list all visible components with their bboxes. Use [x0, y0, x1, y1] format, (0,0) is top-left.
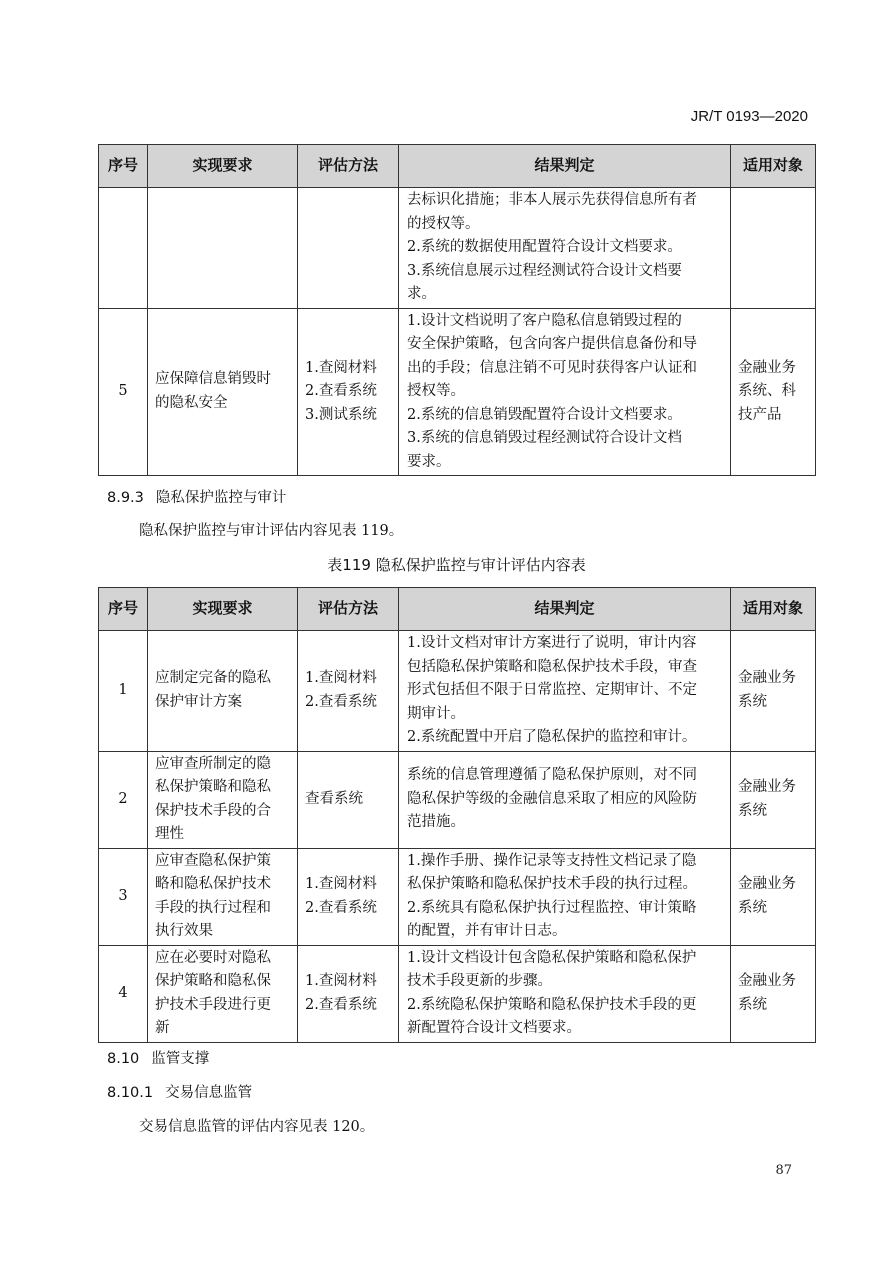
cell-line: 系统	[738, 899, 767, 916]
table-row	[99, 848, 816, 945]
cell-result	[399, 848, 731, 945]
cell-line: 2.系统配置中开启了隐私保护的监控和审计。	[407, 729, 697, 745]
cell-line: 2.系统的数据使用配置符合设计文档要求。	[407, 239, 682, 255]
cell-target	[731, 945, 816, 1042]
section-title: 隐私保护监控与审计	[155, 490, 287, 506]
cell-line: 系统、科	[738, 383, 796, 399]
cell-line: 金融业务	[738, 876, 796, 892]
cell-seq	[99, 188, 148, 309]
cell-line: 保护技术手段的合	[155, 802, 271, 819]
cell-line: 2.查看系统	[305, 693, 377, 710]
cell-line: 系统的信息管理遵循了隐私保护原则，对不同	[407, 767, 697, 784]
cell-line: 执行效果	[155, 923, 213, 939]
column-header-result: 结果判定	[399, 588, 731, 631]
page-number: 87	[775, 1163, 792, 1178]
cell-requirement	[148, 945, 298, 1042]
cell-line: 金融业务	[738, 779, 796, 795]
cell-line: 应保障信息销毁时	[155, 371, 271, 388]
cell-line: 要求。	[407, 453, 451, 470]
cell-line: 保护策略和隐私保	[155, 973, 271, 989]
cell-line: 技产品	[738, 406, 782, 423]
cell-line: 1.查阅材料	[305, 876, 377, 892]
cell-line: 安全保护策略，包含向客户提供信息备份和导	[407, 336, 697, 352]
document-code: JR/T 0193—2020	[690, 108, 808, 125]
cell-line: 2.系统的信息销毁配置符合设计文档要求。	[407, 406, 682, 423]
column-header-requirement: 实现要求	[148, 588, 298, 631]
table-row	[99, 945, 816, 1042]
table-119-caption: 表119 隐私保护监控与审计评估内容表	[327, 556, 586, 574]
cell-line: 应审查所制定的隐	[155, 755, 271, 772]
cell-seq: 2	[99, 751, 148, 848]
section-number: 8.10.1	[107, 1085, 154, 1101]
table-row	[99, 308, 816, 476]
cell-line: 包括隐私保护策略和隐私保护技术手段，审查	[407, 658, 697, 675]
cell-line: 2.查看系统	[305, 996, 377, 1013]
cell-line: 3.系统的信息销毁过程经测试符合设计文档	[407, 430, 682, 446]
cell-line: 1.查阅材料	[305, 973, 377, 989]
column-header-requirement: 实现要求	[148, 145, 298, 188]
cell-requirement	[148, 188, 298, 309]
cell-result	[399, 751, 731, 848]
cell-line: 系统	[738, 802, 767, 819]
cell-line: 私保护策略和隐私	[155, 779, 271, 795]
cell-line: 金融业务	[738, 973, 796, 989]
cell-line: 应审查隐私保护策	[155, 852, 271, 869]
assessment-table-continued	[98, 144, 816, 476]
cell-line: 保护审计方案	[155, 693, 242, 710]
column-header-target: 适用对象	[731, 588, 816, 631]
column-header-seq: 序号	[99, 588, 148, 631]
column-header-method: 评估方法	[298, 588, 399, 631]
paragraph-table-119-ref: 隐私保护监控与审计评估内容见表 119。	[139, 523, 404, 539]
cell-target	[731, 188, 816, 309]
cell-line: 期审计。	[407, 705, 465, 722]
cell-line: 形式包括但不限于日常监控、定期审计、不定	[407, 682, 697, 698]
cell-method	[298, 308, 399, 476]
cell-seq: 4	[99, 945, 148, 1042]
cell-requirement	[148, 848, 298, 945]
section-heading-8-9-3	[107, 486, 286, 507]
cell-line: 1.查阅材料	[305, 670, 377, 687]
cell-line: 护技术手段进行更	[155, 996, 271, 1013]
cell-line: 3.系统信息展示过程经测试符合设计文档要	[407, 262, 682, 279]
cell-requirement	[148, 751, 298, 848]
cell-line: 范措施。	[407, 814, 465, 831]
cell-line: 理性	[155, 826, 184, 842]
table-row	[99, 631, 816, 752]
section-heading-8-10	[107, 1047, 209, 1068]
cell-requirement	[148, 308, 298, 476]
cell-line: 1.查阅材料	[305, 359, 377, 376]
cell-line: 1.设计文档对审计方案进行了说明，审计内容	[407, 635, 697, 651]
section-title: 交易信息监管	[165, 1085, 253, 1101]
cell-line: 手段的执行过程和	[155, 899, 271, 916]
cell-line: 3.测试系统	[305, 406, 377, 423]
cell-line: 授权等。	[407, 383, 465, 399]
column-header-result: 结果判定	[399, 145, 731, 188]
cell-method	[298, 631, 399, 752]
cell-line: 应制定完备的隐私	[155, 670, 271, 687]
column-header-method: 评估方法	[298, 145, 399, 188]
cell-method	[298, 188, 399, 309]
cell-line: 系统	[738, 996, 767, 1013]
cell-seq: 1	[99, 631, 148, 752]
cell-target	[731, 848, 816, 945]
cell-line: 的配置，并有审计日志。	[407, 923, 567, 939]
cell-line: 2.系统具有隐私保护执行过程监控、审计策略	[407, 899, 697, 916]
cell-line: 求。	[407, 286, 436, 302]
cell-line: 1.操作手册、操作记录等支持性文档记录了隐	[407, 852, 697, 869]
cell-result	[399, 631, 731, 752]
cell-result	[399, 308, 731, 476]
cell-seq: 3	[99, 848, 148, 945]
cell-method	[298, 945, 399, 1042]
cell-line: 2.查看系统	[305, 383, 377, 399]
cell-line: 1.设计文档设计包含隐私保护策略和隐私保护	[407, 949, 697, 966]
cell-method	[298, 751, 399, 848]
table-row	[99, 751, 816, 848]
cell-method	[298, 848, 399, 945]
column-header-target: 适用对象	[731, 145, 816, 188]
cell-seq: 5	[99, 308, 148, 476]
cell-line: 隐私保护等级的金融信息采取了相应的风险防	[407, 790, 697, 807]
table-row	[99, 188, 816, 309]
cell-line: 应在必要时对隐私	[155, 949, 271, 966]
cell-line: 金融业务	[738, 359, 796, 376]
cell-line: 查看系统	[305, 790, 363, 807]
cell-line: 2.系统隐私保护策略和隐私保护技术手段的更	[407, 996, 697, 1013]
cell-result	[399, 188, 731, 309]
section-title: 监管支撑	[151, 1051, 210, 1067]
cell-line: 1.设计文档说明了客户隐私信息销毁过程的	[407, 312, 682, 329]
cell-line: 新配置符合设计文档要求。	[407, 1020, 581, 1036]
cell-target	[731, 631, 816, 752]
section-heading-8-10-1	[107, 1081, 252, 1102]
cell-line: 新	[155, 1020, 170, 1036]
cell-line: 去标识化措施；非本人展示先获得信息所有者	[407, 192, 697, 208]
cell-line: 略和隐私保护技术	[155, 876, 271, 892]
cell-result	[399, 945, 731, 1042]
section-number: 8.10	[107, 1051, 140, 1067]
cell-line: 的隐私安全	[155, 394, 228, 411]
cell-line: 技术手段更新的步骤。	[407, 973, 552, 989]
cell-line: 私保护策略和隐私保护技术手段的执行过程。	[407, 876, 697, 892]
cell-line: 的授权等。	[407, 215, 480, 232]
cell-line: 出的手段；信息注销不可见时获得客户认证和	[407, 359, 697, 376]
cell-requirement	[148, 631, 298, 752]
cell-line: 金融业务	[738, 670, 796, 687]
column-header-seq: 序号	[99, 145, 148, 188]
cell-target	[731, 308, 816, 476]
table-119	[98, 587, 816, 1043]
cell-target	[731, 751, 816, 848]
cell-line: 系统	[738, 693, 767, 710]
cell-line: 2.查看系统	[305, 899, 377, 916]
section-number: 8.9.3	[107, 490, 144, 506]
paragraph-table-120-ref: 交易信息监管的评估内容见表 120。	[139, 1119, 375, 1135]
